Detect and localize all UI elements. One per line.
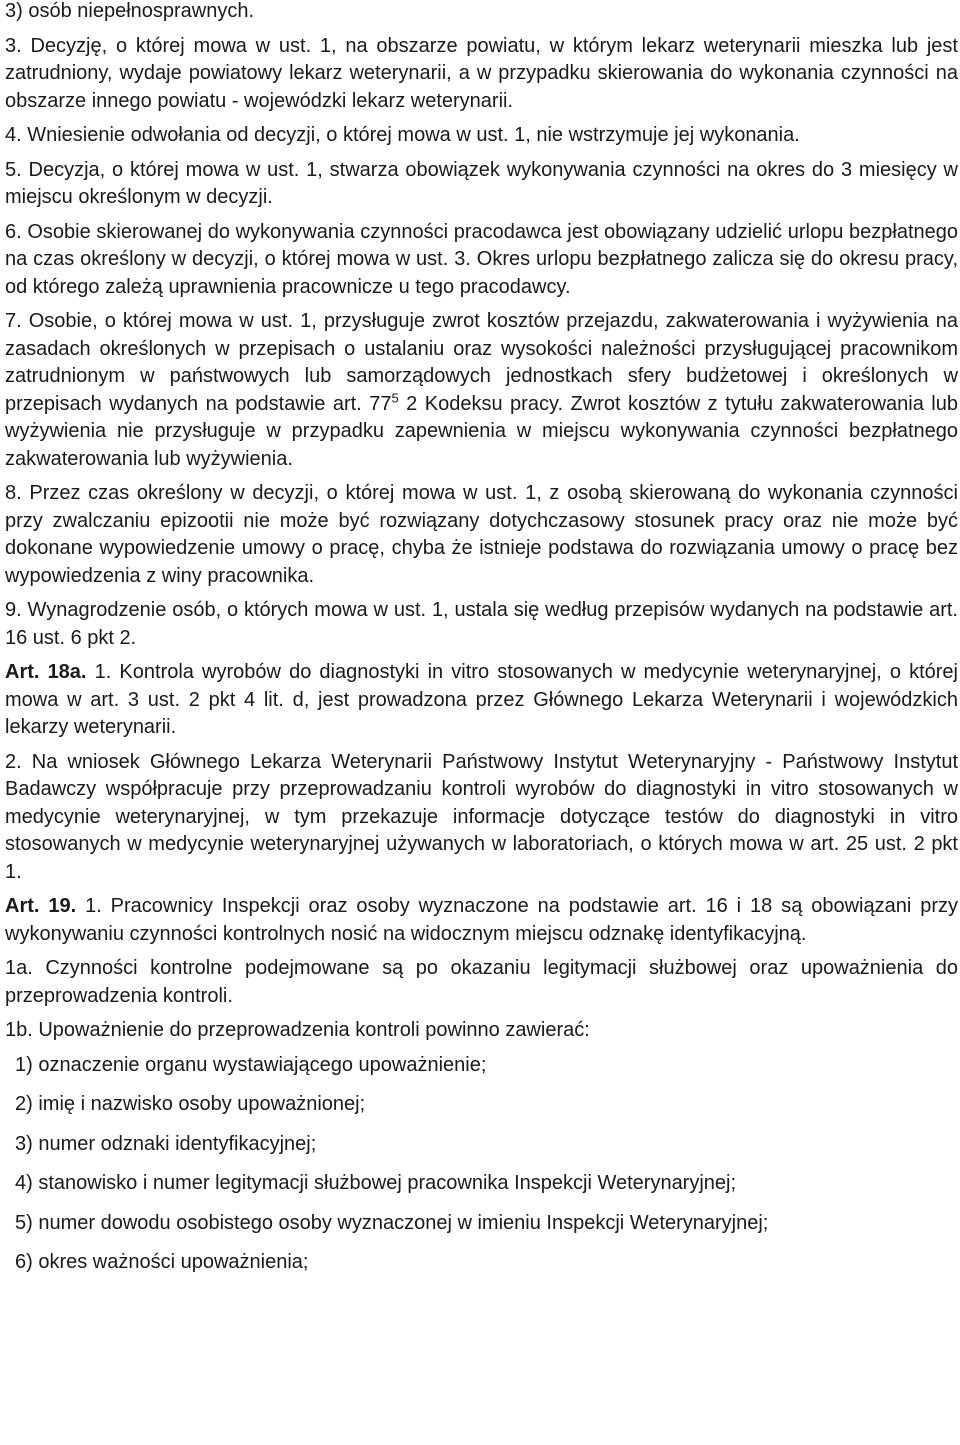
article-18a [5,659,958,742]
list-item: 4) stanowisko i numer legitymacji służbowej pracownika Inspekcji Weterynaryjnej; [15,1172,737,1194]
list-item: 2) imię i nazwisko osoby upoważnionej; [15,1093,366,1115]
document-page [5,0,958,1289]
article-18a-text: 1. Kontrola wyrobów do diagnostyki in vitro stosowanych w medycynie weterynaryjnej, o której mowa w art. 3 ust. 2 pkt 4 lit. d, jest prowadzona przez Głównego Lekarza Weterynarii i wojewódzkich lekarzy weterynarii. [5,661,958,738]
list-item: 3) numer odznaki identyfikacyjnej; [15,1132,317,1155]
article-19-text: 1. Pracownicy Inspekcji oraz osoby wyznaczone na podstawie art. 16 i 18 są obowiązani przy wykonywaniu czynności kontrolnych nosić na widocznym miejscu odznakę identyfikacyjną. [5,895,958,945]
article-18a-label: Art. 18a. [5,661,87,683]
list-item-3-top: 3) osób niepełnosprawnych. [5,0,255,22]
article-19-paragraph-1a: 1a. Czynności kontrolne podejmowane są po okazaniu legitymacji służbowej oraz upoważnienia do przeprowadzenia kontroli. [5,957,958,1007]
paragraph-4: 4. Wniesienie odwołania od decyzji, o której mowa w ust. 1, nie wstrzymuje jej wykonania. [5,124,800,146]
paragraph-3: 3. Decyzję, o której mowa w ust. 1, na obszarze powiatu, w którym lekarz weterynarii mieszka lub jest zatrudniony, wydaje powiatowy lekarz weterynarii, a w przypadku skierowania do wykonania czynności na obszarze innego powiatu - wojewódzki lekarz weterynarii. [5,34,958,112]
paragraph-8: 8. Przez czas określony w decyzji, o której mowa w ust. 1, z osobą skierowaną do wykonania czynności przy zwalczaniu epizootii nie może być rozwiązany dotychczasowy stosunek pracy oraz nie może być dokonane wypowiedzenie umowy o pracę, chyba że istnieje podstawa do rozwiązania umowy o pracę bez wypowiedzenia z winy pracownika. [5,482,958,587]
paragraph-7 [5,308,958,473]
paragraph-7-superscript: 5 [391,389,399,405]
list-item: 1) oznaczenie organu wystawiającego upoważnienie; [15,1053,487,1076]
article-19-label: Art. 19. [5,895,77,917]
paragraph-7-text-a: 7. Osobie, o której mowa w ust. 1, przysługuje zwrot kosztów przejazdu, zakwaterowania i wyżywienia na zasadach określonych w przepisach o ustalaniu oraz wysokości należności przysługującej pracownikom zatrudnionym w państwowych lub samorządowych jednostkach sfery budżetowej i określonych w przepisach wydanych na podstawie art. 77 [5,310,958,415]
list-item: 6) okres ważności upoważnienia; [15,1251,309,1273]
paragraph-5: 5. Decyzja, o której mowa w ust. 1, stwarza obowiązek wykonywania czynności na okres do 3 miesięcy w miejscu określonym w decyzji. [5,158,958,208]
article-19-paragraph-1b: 1b. Upoważnienie do przeprowadzenia kontroli powinno zawierać: [5,1019,590,1041]
paragraph-6: 6. Osobie skierowanej do wykonywania czynności pracodawca jest obowiązany udzielić urlopu bezpłatnego na czas określony w decyzji, o której mowa w ust. 3. Okres urlopu bezpłatnego zalicza się do okresu pracy, od którego zależą uprawnienia pracownicze u tego pracodawcy. [5,220,958,298]
article-19 [5,893,958,948]
list-item: 5) numer dowodu osobistego osoby wyznaczonej w imieniu Inspekcji Weterynaryjnej; [15,1211,769,1234]
paragraph-7-text-b: 2 Kodeksu pracy. Zwrot kosztów z tytułu zakwaterowania lub wyżywienia nie przysługuje w przypadku zapewnienia w miejscu wykonywania czynności bezpłatnego zakwaterowania lub wyżywienia. [5,392,958,470]
article-18a-paragraph-2: 2. Na wniosek Głównego Lekarza Weterynarii Państwowy Instytut Weterynaryjny - Państwowy Instytut Badawczy współpracuje przy przeprowadzaniu kontroli wyrobów do diagnostyki in vitro stosowanych w medycynie weterynaryjnej, w tym przekazuje informacje dotyczące testów do diagnostyki in vitro stosowanych w medycynie weterynaryjnej używanych w laboratoriach, o których mowa w art. 25 ust. 2 pkt 1. [5,750,958,883]
paragraph-9: 9. Wynagrodzenie osób, o których mowa w ust. 1, ustala się według przepisów wydanych na podstawie art. 16 ust. 6 pkt 2. [5,599,958,649]
